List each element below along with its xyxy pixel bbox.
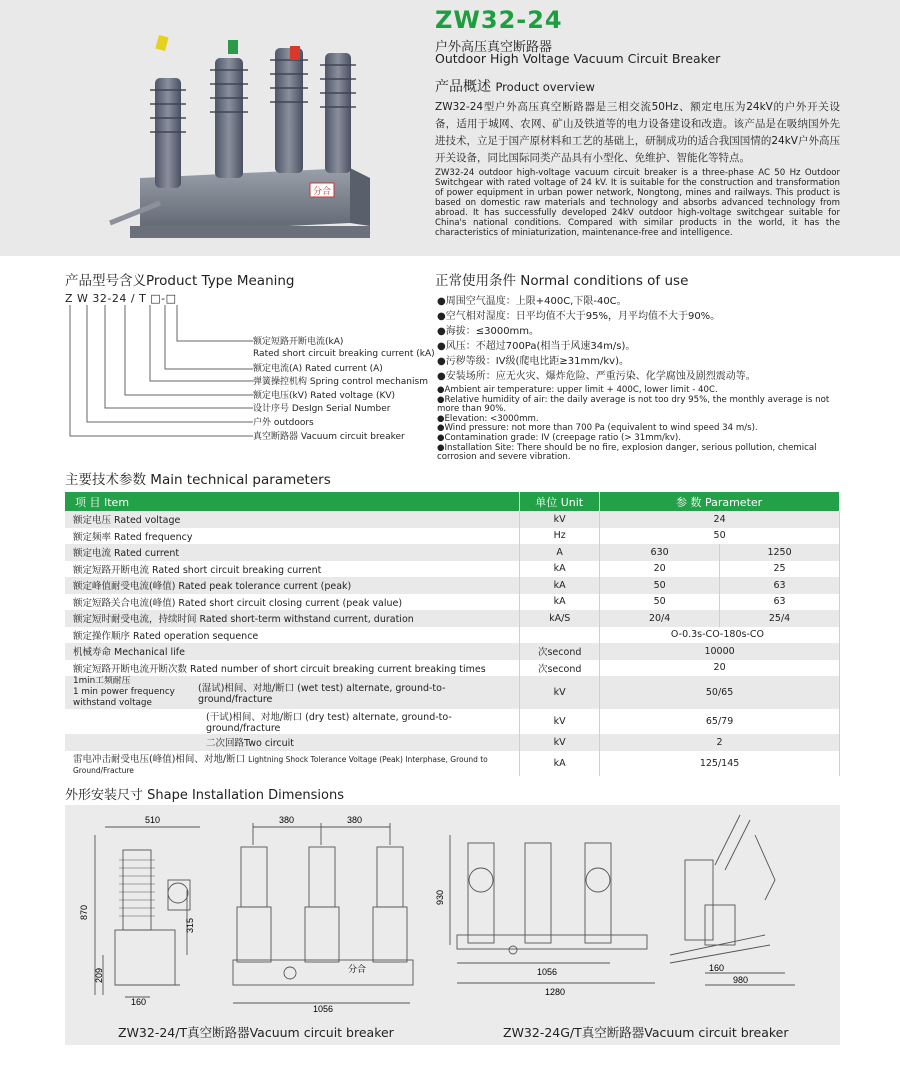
- subtitle-en: Outdoor High Voltage Vacuum Circuit Breaker: [435, 51, 721, 66]
- condition-cn: ●污秽等级：IV级(爬电比距≥31mm/kv)。: [437, 356, 629, 367]
- dimension-drawings: [65, 805, 840, 1045]
- condition-cn: ●海拔：≤3000mm。: [437, 326, 540, 337]
- conditions-en: [437, 386, 842, 463]
- overview-title: 产品概述 Product overview: [435, 79, 595, 95]
- dim-label: 1056: [313, 1004, 334, 1014]
- meaning-item: 额定短路开断电流(kA) Rated short circuit breaking current (kA): [253, 337, 435, 359]
- meaning-item: 额定电压(kV) Rated voltage (KV): [253, 391, 396, 401]
- table-row: 额定短路关合电流(峰值) Rated short circuit closing current (peak value) kA 50 63: [65, 594, 840, 611]
- type-code: Z W 32-24 / T □-□: [65, 292, 177, 305]
- group-label: 1min工频耐压 1 min power frequency withstand voltage: [73, 676, 175, 708]
- dim-label: 510: [145, 815, 161, 825]
- table-row: 雷电冲击耐受电压(峰值)相间、对地/断口 Lightning Shock Tolerance Voltage (Peak) Interphase, Ground to Ground/Fracture kA 125/145: [65, 751, 840, 776]
- dim-label: 1280: [545, 987, 566, 997]
- condition-en: ●Relative humidity of air: the daily average is not too dry 95%, the monthly average is not more than 90%.: [437, 394, 830, 415]
- params-table: [65, 492, 840, 776]
- device-label: 分合: [312, 187, 332, 197]
- table-row: 额定短时耐受电流，持续时间 Rated short-term withstand current, duration kA/S 20/4 25/4: [65, 610, 840, 627]
- condition-en: ●Wind pressure: not more than 700 Pa (equivalent to wind speed 34 m/s).: [437, 423, 758, 434]
- condition-en: ●Ambient air temperature: upper limit + 400C, lower limit - 40C.: [437, 385, 718, 395]
- table-row: 额定操作顺序 Rated operation sequence O-0.3s-CO-180s-CO: [65, 627, 840, 644]
- table-row: 额定短路开断电流开断次数 Rated number of short circuit breaking current breaking times 次second 20: [65, 660, 840, 677]
- page-title: ZW32-24: [435, 6, 563, 34]
- caption-1: ZW32-24/T真空断路器Vacuum circuit breaker: [118, 1025, 394, 1040]
- condition-en: ●Contamination grade: IV (creepage ratio (> 31mm/kv).: [437, 432, 682, 443]
- dims-title: 外形安装尺寸 Shape Installation Dimensions: [65, 788, 344, 803]
- meaning-item: 户外 outdoors: [253, 418, 314, 428]
- meaning-item: 额定电流(A) Rated current (A): [253, 364, 383, 374]
- condition-cn: ●空气相对湿度：日平均值不大于95%，月平均值不大于90%。: [437, 311, 721, 322]
- meaning-item: 设计序号 DesIgn Serial Number: [253, 404, 391, 414]
- table-row: 二次回路Two circuit kV 2: [65, 734, 840, 751]
- condition-en: ●Elevation: <3000mm.: [437, 413, 539, 424]
- dim-label: 380: [279, 815, 295, 825]
- meaning-item: 真空断路器 Vacuum circuit breaker: [253, 432, 405, 442]
- overview-text-cn: ZW32-24型户外高压真空断路器是三相交流50Hz、额定电压为24kV的户外开关设备，适用于城网、农网、矿山及铁道等的电力设备建设和改造。该产品是在吸纳国外先进技术，立足于国产原材料和工艺的基础上，研制成功的适合我国国情的24kV户外高压开关设备，同比国际同类产品具有小型化、免维护、智能化等特点。: [435, 101, 840, 164]
- dim-label: 160: [131, 997, 147, 1007]
- table-row: 1min工频耐压 1 min power frequency withstand voltage (湿试)相间、对地/断口 (wet test) alternate, ground-to-ground/fracture kV 50/65: [65, 676, 840, 709]
- header-item: 项 目 Item: [65, 492, 520, 511]
- table-row: 额定频率 Rated frequency Hz 50: [65, 528, 840, 545]
- table-row: 额定峰值耐受电流(峰值) Rated peak tolerance current (peak) kA 50 63: [65, 577, 840, 594]
- header-unit: 单位 Unit: [520, 492, 600, 511]
- dim-label: 380: [347, 815, 363, 825]
- dim-label: 分合: [348, 964, 367, 974]
- condition-cn: ●风压：不超过700Pa(相当于风速34m/s)。: [437, 341, 636, 352]
- table-row: 额定电流 Rated current A 630 1250: [65, 544, 840, 561]
- dim-label: 160: [709, 963, 725, 973]
- table-row: 机械寿命 Mechanical life 次second 10000: [65, 643, 840, 660]
- table-row: (干试)相间、对地/断口 (dry test) alternate, ground-to-ground/fracture kV 65/79: [65, 709, 840, 734]
- condition-en: ●Installation Site: There should be no fire, explosion danger, serious pollution, chemical corrosion and severe vibration.: [437, 442, 817, 463]
- params-title: 主要技术参数 Main technical parameters: [65, 472, 331, 488]
- type-meaning-title: 产品型号含义Product Type Meaning: [65, 273, 295, 289]
- overview-text-en: ZW32-24 outdoor high-voltage vacuum circuit breaker is a three-phase AC 50 Hz Outdoor Switchgear with rated voltage of 24 kV. It is suitable for the construction and transformation of power equipment in urban power network, Nongtong, mines and railways. This product is based on domestic raw materials and technology and absorbs advanced technology from abroad. It has successfully developed 24kV outdoor high-voltage switchgear suitable for China's national conditions. Compared with similar products in the world, it has the characteristics of miniaturization, maintenance-free and intelligence.: [435, 168, 840, 238]
- condition-cn: ●周围空气温度：上限+400C,下限-40C。: [437, 296, 627, 307]
- dim-label: 870: [79, 904, 89, 920]
- condition-cn: ●安装场所：应无火灾、爆炸危险、严重污染、化学腐蚀及剧烈震动等。: [437, 371, 756, 382]
- product-photo: [100, 28, 400, 253]
- dim-label: 315: [185, 917, 195, 933]
- dim-label: 1056: [537, 967, 558, 977]
- meaning-item: 弹簧操控机构 Spring control mechanism: [253, 377, 428, 387]
- caption-2: ZW32-24G/T真空断路器Vacuum circuit breaker: [503, 1025, 789, 1040]
- dim-label: 980: [733, 975, 749, 985]
- subtitle-cn: 户外高压真空断路器: [435, 40, 553, 55]
- dim-label: 930: [435, 889, 445, 905]
- table-header: [65, 492, 840, 511]
- dim-label: 209: [94, 967, 104, 983]
- table-row: 额定短路开断电流 Rated short circuit breaking current kA 20 25: [65, 561, 840, 578]
- conditions-title: 正常使用条件 Normal conditions of use: [435, 273, 689, 289]
- table-row: 额定电压 Rated voltage kV 24: [65, 511, 840, 528]
- header-param: 参 数 Parameter: [600, 492, 840, 511]
- type-code-leader-lines: [65, 305, 255, 445]
